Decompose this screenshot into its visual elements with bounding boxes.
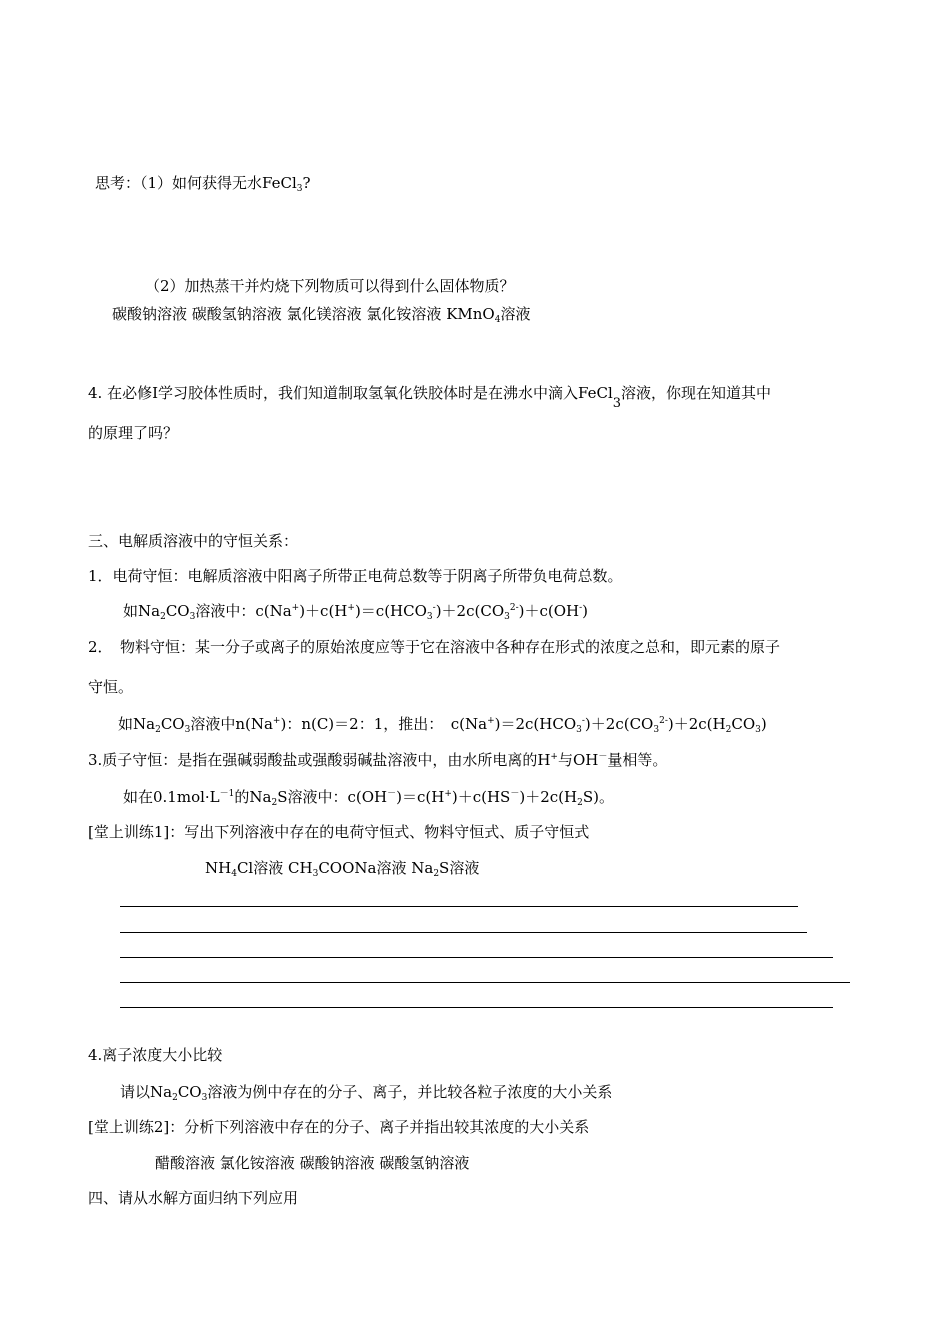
substance-3: 氯化镁溶液 — [286, 305, 362, 323]
solution-item: 碳酸氢钠溶液 — [379, 1154, 470, 1172]
solution-item: 碳酸钠溶液 — [299, 1154, 375, 1172]
substance-1: 碳酸钠溶液 — [112, 305, 188, 323]
training-1-title: [堂上训练1]：写出下列溶液中存在的电荷守恒式、物料守恒式、质子守恒式 — [88, 823, 590, 841]
material-conservation-line-1: 2． 物料守恒：某一分子或离子的原始浓度应等于它在溶液中各种存在形式的浓度之总和，即元素的原子 — [88, 638, 781, 656]
charge-conservation-title: 1．电荷守恒：电解质溶液中阳离子所带正电荷总数等于阴离子所带负电荷总数。 — [88, 567, 623, 585]
answer-line[interactable] — [120, 982, 850, 983]
training-1-solutions — [205, 858, 479, 878]
solution-nh4cl: $NH_4Cl$溶液 — [205, 859, 284, 879]
answer-line[interactable] — [120, 957, 833, 958]
proton-conservation-title: 3.质子守恒：是指在强碱弱酸盐或强酸弱碱盐溶液中，由水所电离的H+与OH－量相等。 — [88, 751, 668, 769]
substance-5: KMnO$_4$溶液 — [446, 305, 531, 325]
substance-2: 碳酸氢钠溶液 — [191, 305, 282, 323]
answer-line[interactable] — [120, 906, 798, 907]
section-4-example: 请以$Na_2CO_3$溶液为例中存在的分子、离子，并比较各粒子浓度的大小关系 — [120, 1083, 613, 1103]
section-4-title: 4.离子浓度大小比较 — [88, 1046, 223, 1064]
charge-conservation-example: 如$Na_2CO_3$溶液中：$c(Na^+)+c(H^+)=c(HCO_3^-)+2c(CO_3^{2-})+c(OH^-)$ — [123, 602, 589, 622]
solution-item: 醋酸溶液 — [155, 1154, 216, 1172]
proton-conservation-example: 如在$0.1mol\cdot L^{-1}$的$Na_2S$溶液中：$c(OH^-)=c(H^+)+c(HS^-)+2c(H_2S)$。 — [123, 788, 614, 808]
training-2-solutions — [155, 1153, 469, 1173]
material-conservation-line-2: 守恒。 — [88, 678, 134, 696]
answer-line[interactable] — [120, 1007, 833, 1008]
substance-list — [112, 304, 530, 324]
think-question-2: （2）加热蒸干并灼烧下列物质可以得到什么固体物质？ — [145, 277, 515, 295]
answer-line[interactable] — [120, 932, 807, 933]
solution-na2s: $Na_2S$溶液 — [411, 859, 480, 879]
section-3-heading: 三、电解质溶液中的守恒关系： — [88, 532, 299, 550]
think-question-1: 思考：（1）如何获得无水FeCl$_3$? — [95, 174, 311, 194]
solution-ch3coona: $CH_3COONa$溶液 — [288, 859, 407, 879]
solution-item: 氯化铵溶液 — [219, 1154, 295, 1172]
material-conservation-example: 如$Na_2CO_3$溶液中n(Na+)：n(C)＝2：1，推出： $c(Na^+)=2c(HCO_3^-)+2c(CO_3^{2-})+2c(H_2CO_3)$ — [118, 715, 767, 735]
substance-4: 氯化铵溶液 — [366, 305, 442, 323]
question-4-line-1: 4. 在必修Ⅰ学习胶体性质时，我们知道制取氢氧化铁胶体时是在沸水中滴入FeCl$_3$溶液，你现在知道其中 — [88, 384, 772, 411]
section-four-heading: 四、请从水解方面归纳下列应用 — [88, 1189, 299, 1207]
training-2-title: [堂上训练2]：分析下列溶液中存在的分子、离子并指出较其浓度的大小关系 — [88, 1118, 590, 1136]
question-4-line-2: 的原理了吗？ — [88, 424, 179, 442]
